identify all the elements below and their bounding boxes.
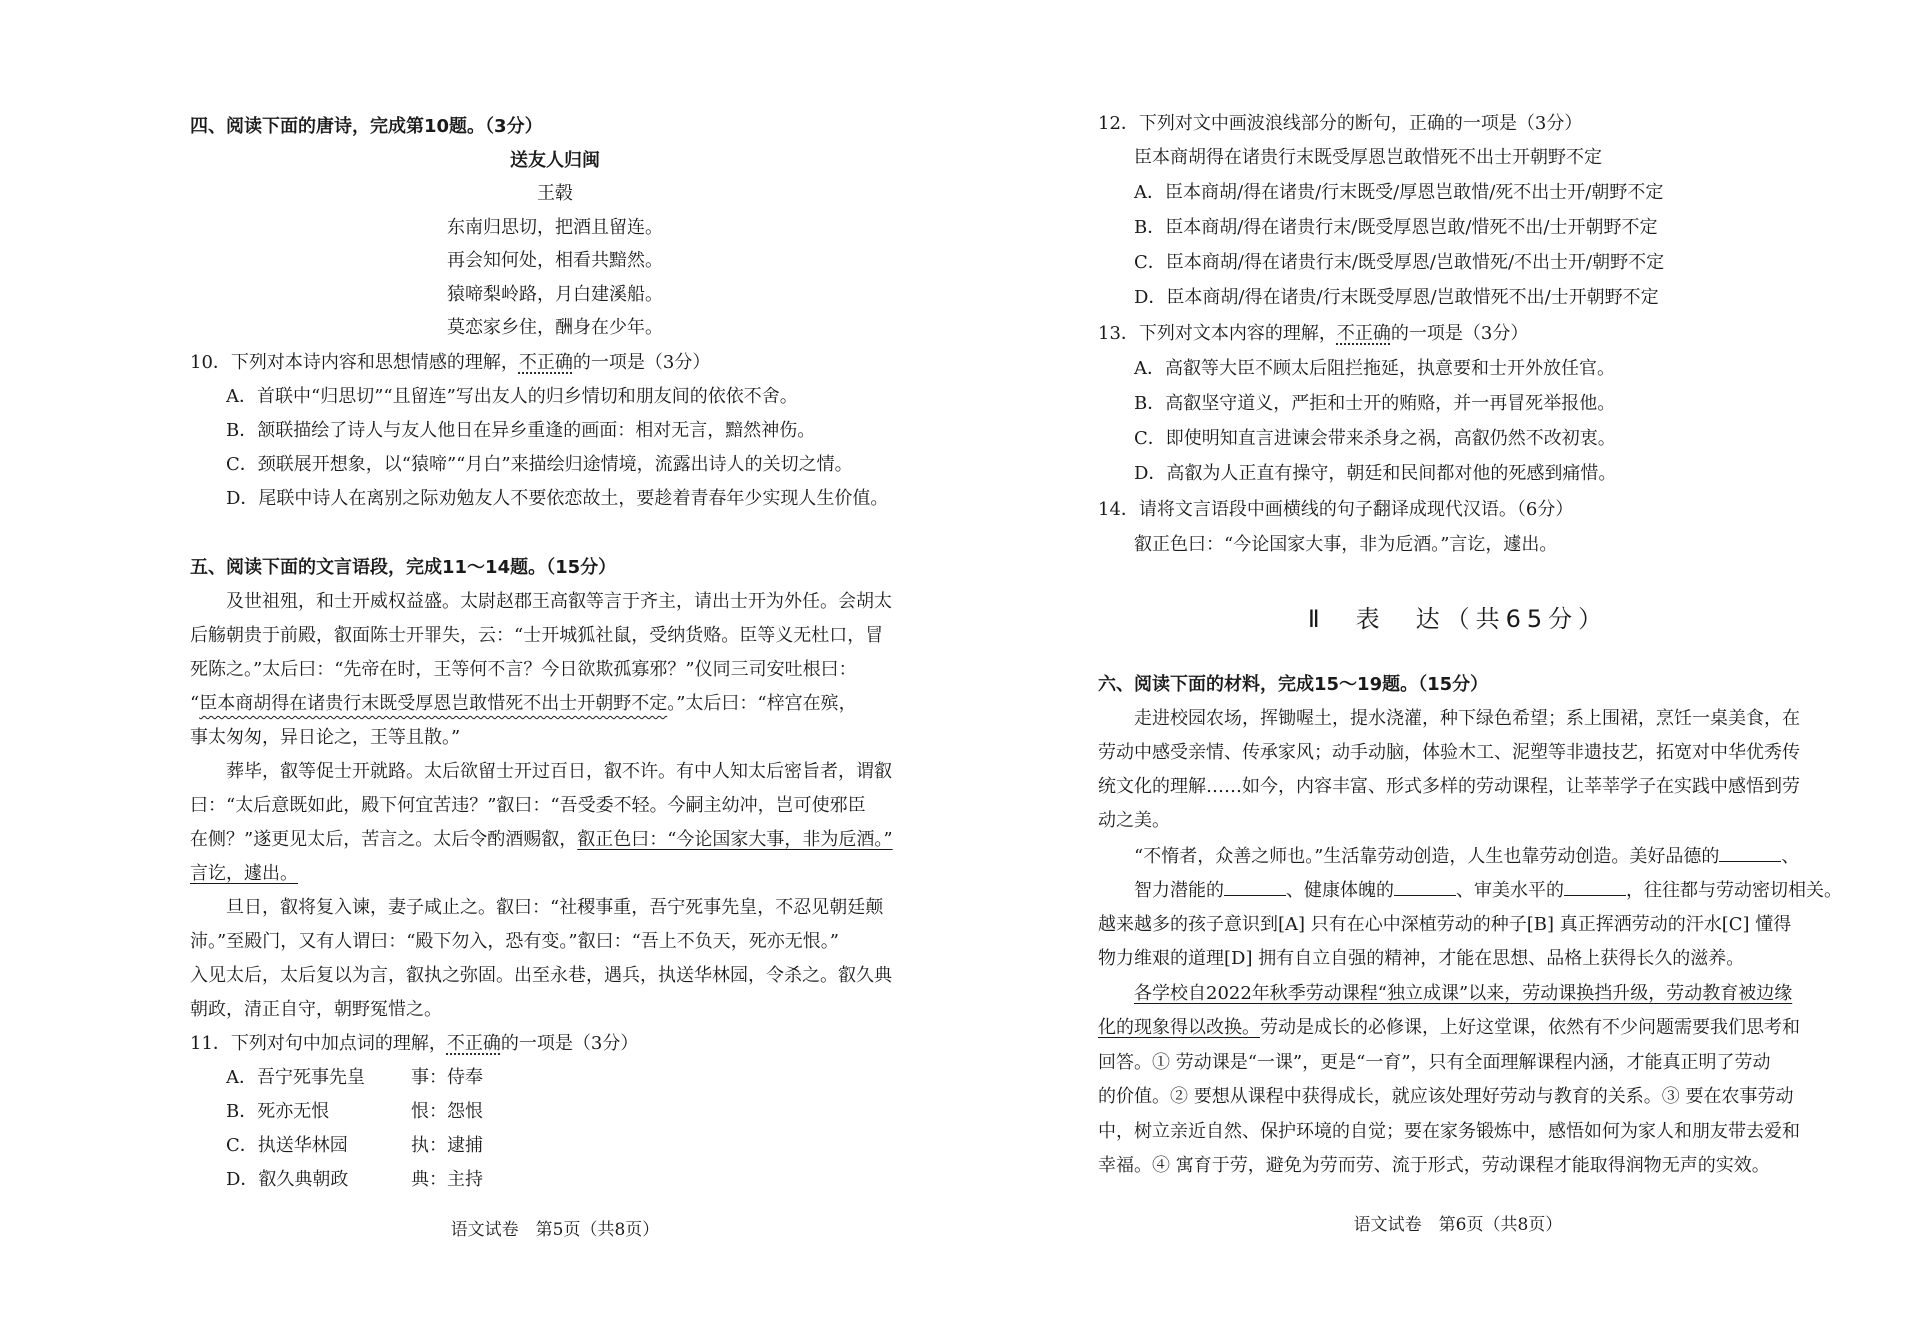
passage-line: “臣本商胡得在诸贵行末既受厚恩岂敢惜死不出士开朝野不定。”太后曰：“梓宫在殡， [190,693,857,714]
page-footer: 语文试卷 第5页（共8页） [450,1220,660,1240]
section-5-heading: 五、阅读下面的文言语段，完成11～14题。（15分） [190,557,617,578]
question-13-option: B．高叡坚守道义，严拒和士开的贿赂，并一再冒死举报他。 [1134,393,1616,414]
question-12-option: D．臣本商胡/得在诸贵/行末既受厚恩/岂敢惜死不出/士开朝野不定 [1134,287,1659,308]
part-2-title: Ⅱ 表 达（共65分） [1307,605,1609,633]
passage-line: 死陈之。”太后曰：“先帝在时，王等何不言？今日欲欺孤寡邪？”仪同三司安吐根曰： [190,659,857,680]
question-11-option: A．吾宁死事先皇 事：侍奉 [226,1067,483,1088]
question-12-text: 臣本商胡得在诸贵行末既受厚恩岂敢惜死不出士开朝野不定 [1134,147,1602,168]
question-11-option: C．执送华林园 执：逮捕 [226,1135,483,1156]
underlined-sentence: 各学校自2022年秋季劳动课程“独立成课”以来，劳动课换挡升级，劳动教育被边缘 [1134,983,1793,1004]
passage-line: 回答。① 劳动课是“一课”，更是“一育”，只有全面理解课程内涵，才能真正明了劳动 [1098,1052,1771,1073]
question-10-option: B．颔联描绘了诗人与友人他日在异乡重逢的画面：相对无言，黯然神伤。 [226,420,816,441]
question-12-option: B．臣本商胡/得在诸贵行末/既受厚恩岂敢/惜死不出/士开朝野不定 [1134,217,1658,238]
passage-line: 智力潜能的 、健康体魄的 、审美水平的 ，往往都与劳动密切相关。 [1098,877,1818,904]
fill-blank[interactable] [1564,877,1626,896]
poem-line: 莫恋家乡住，酬身在少年。 [447,317,663,338]
question-14-stem: 14．请将文言语段中画横线的句子翻译成现代汉语。（6分） [1098,499,1574,520]
passage-line: 物力维艰的道理[D] 拥有自立自强的精神，才能在思想、品格上获得长久的滋养。 [1098,948,1745,969]
passage-line: “不惰者，众善之师也。”生活靠劳动创造，人生也靠劳动创造。美好品德的 、 [1098,843,1818,870]
question-11-option: B．死亦无恨 恨：怨恨 [226,1101,483,1122]
wavy-underlined-sentence: 臣本商胡得在诸贵行末既受厚恩岂敢惜死不出士开朝野不定 [199,693,668,714]
question-10-option: D．尾联中诗人在离别之际劝勉友人不要依恋故土，要趁着青春年少实现人生价值。 [226,488,889,509]
right-page [1098,0,1842,1330]
question-10-option: A．首联中“归思切”“且留连”写出友人的归乡情切和朋友间的依依不舍。 [226,386,798,407]
fill-blank[interactable] [1719,843,1781,862]
question-14-text: 叡正色曰：“今论国家大事，非为卮酒。”言讫，遽出。 [1134,534,1558,555]
passage-line: 在侧？”遂更见太后，苦言之。太后令酌酒赐叡，叡正色曰：“今论国家大事，非为卮酒。” [190,829,893,850]
question-12-stem: 12．下列对文中画波浪线部分的断句，正确的一项是（3分） [1098,113,1583,134]
passage-line: 朝政，清正自守，朝野冤惜之。 [190,999,442,1020]
passage-line: 后觞朝贵于前殿，叡面陈士开罪失，云：“士开城狐社鼠，受纳货赂。臣等义无杜口，冒 [190,625,884,646]
passage-line: 的价值。② 要想从课程中获得成长，就应该处理好劳动与教育的关系。③ 要在农事劳动 [1098,1086,1794,1107]
question-11-option: D．叡久典朝政 典：主持 [226,1169,483,1190]
passage-line: 曰：“太后意既如此，殿下何宜苦违？”叡曰：“吾受委不轻。今嗣主幼冲，岂可使邪臣 [190,795,866,816]
passage-line: 葬毕，叡等促士开就路。太后欲留士开过百日，叡不许。有中人知太后密旨者，谓叡 [226,761,892,782]
passage-line: 动之美。 [1098,810,1170,831]
passage-line: 劳动中感受亲情、传承家风；动手动脑，体验木工、泥塑等非遗技艺，拓宽对中华优秀传 [1098,742,1800,763]
passage-line: 旦日，叡将复入谏，妻子咸止之。叡曰：“社稷事重，吾宁死事先皇，不忍见朝廷颠 [226,897,884,918]
passage-line: 及世祖殂，和士开威权益盛。太尉赵郡王高叡等言于齐主，请出士开为外任。会胡太 [226,591,892,612]
page-footer: 语文试卷 第6页（共8页） [1353,1215,1563,1235]
poem-title: 送友人归闽 [510,150,600,171]
question-12-option: A．臣本商胡/得在诸贵/行末既受/厚恩岂敢惜/死不出士开/朝野不定 [1134,182,1664,203]
emphasis-mark: 不正确 [1336,323,1391,344]
passage-line [190,861,920,887]
passage-line: 事太匆匆，异日论之，王等且散。” [190,727,461,748]
question-13-option: C．即使明知直言进谏会带来杀身之祸，高叡仍然不改初衷。 [1134,428,1616,449]
fill-blank[interactable] [1394,877,1456,896]
fill-blank[interactable] [1224,877,1286,896]
passage-line: 统文化的理解……如今，内容丰富、形式多样的劳动课程，让莘莘学子在实践中感悟到劳 [1098,776,1800,797]
question-13-option: D．高叡为人正直有操守，朝廷和民间都对他的死感到痛惜。 [1134,463,1617,484]
left-page [190,0,920,1330]
underlined-sentence: 化的现象得以改换。 [1098,1017,1260,1038]
passage-line: 沛。”至殿门，又有人谓曰：“殿下勿入，恐有变。”叡曰：“吾上不负天，死亦无恨。” [190,931,840,952]
passage-line: 化的现象得以改换。劳动是成长的必修课，上好这堂课，依然有不少问题需要我们思考和 [1098,1017,1800,1038]
emphasis-mark: 不正确 [518,352,573,373]
section-6-heading: 六、阅读下面的材料，完成15～19题。（15分） [1098,674,1489,695]
passage-line: 越来越多的孩子意识到[A] 只有在心中深植劳动的种子[B] 真正挥洒劳动的汗水[C] 懂得 [1098,914,1792,935]
poem-author: 王毂 [537,183,573,204]
passage-line: 入见太后，太后复以为言，叡执之弥固。出至永巷，遇兵，执送华林园，令杀之。叡久典 [190,965,892,986]
question-10-option: C．颈联展开想象，以“猿啼”“月白”来描绘归途情境，流露出诗人的关切之情。 [226,454,853,475]
poem-line: 再会知何处，相看共黯然。 [447,250,663,271]
question-12-option: C．臣本商胡/得在诸贵行末/既受厚恩/岂敢惜死/不出士开/朝野不定 [1134,252,1665,273]
passage-line [1098,981,1818,1007]
emphasis-mark: 不正确 [446,1033,501,1054]
section-4-heading: 四、阅读下面的唐诗，完成第10题。（3分） [190,116,543,137]
question-13-stem: 13．下列对文本内容的理解，不正确的一项是（3分） [1098,323,1529,344]
question-11-stem: 11．下列对句中加点词的理解，不正确的一项是（3分） [190,1033,639,1054]
poem-line: 猿啼梨岭路，月白建溪船。 [447,284,663,305]
question-10-stem: 10．下列对本诗内容和思想情感的理解，不正确的一项是（3分） [190,352,711,373]
underlined-sentence: 叡正色曰：“今论国家大事，非为卮酒。” [577,829,893,850]
passage-line: 走进校园农场，挥锄喔土，提水浇灌，种下绿色希望；系上围裙，烹饪一桌美食，在 [1134,708,1800,729]
poem-line: 东南归思切，把酒且留连。 [447,217,663,238]
passage-line: 中，树立亲近自然、保护环境的自觉；要在家务锻炼中，感悟如何为家人和朋友带去爱和 [1098,1121,1800,1142]
question-13-option: A．高叡等大臣不顾太后阻拦拖延，执意要和士开外放任官。 [1134,358,1615,379]
underlined-sentence: 言讫，遽出。 [190,863,298,884]
passage-line: 幸福。④ 寓育于劳，避免为劳而劳、流于形式，劳动课程才能取得润物无声的实效。 [1098,1155,1770,1176]
